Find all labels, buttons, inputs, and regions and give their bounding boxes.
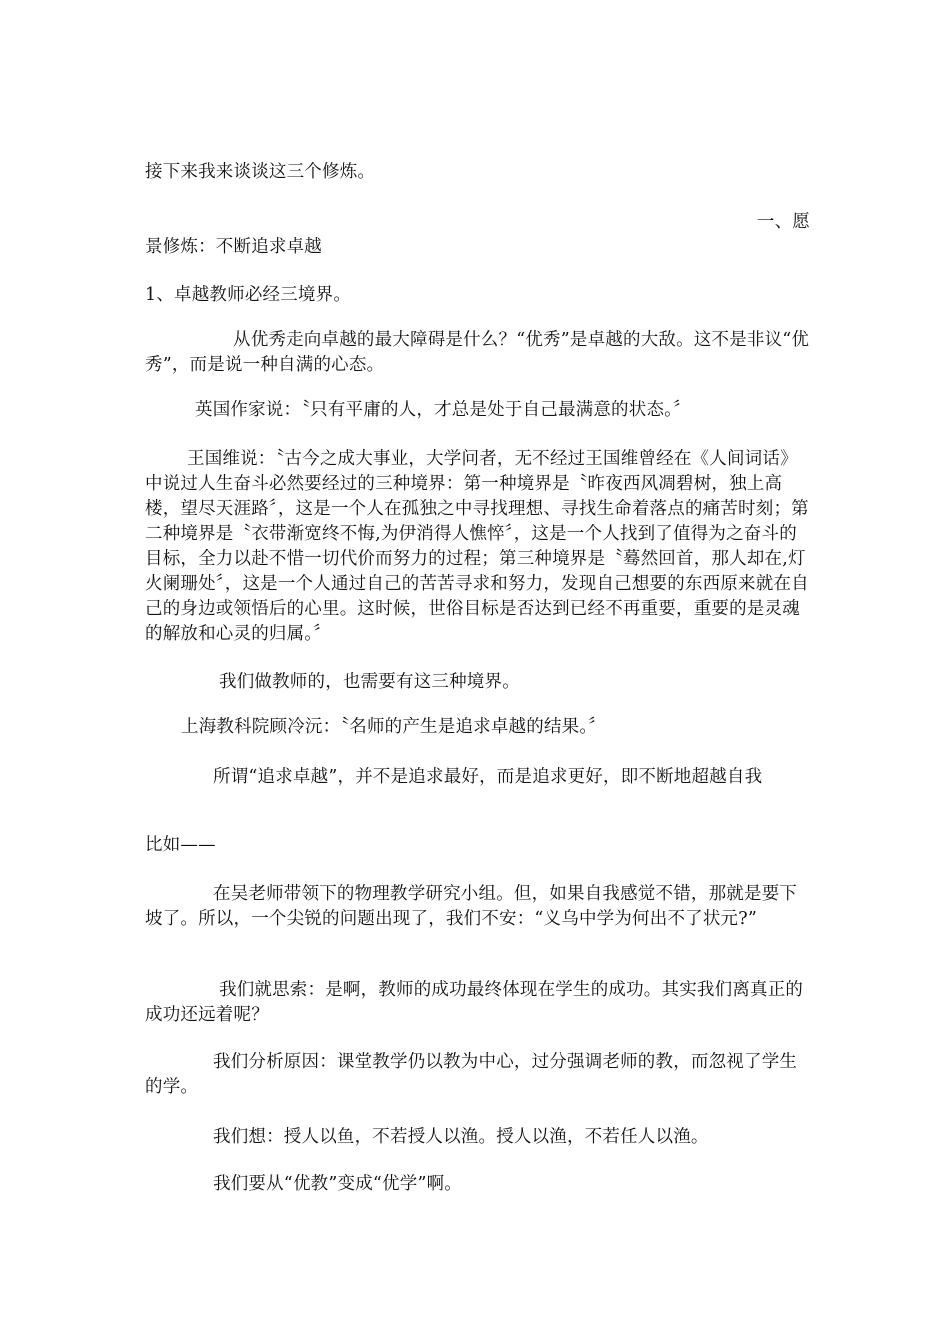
paragraph-teachers-realms: 我们做教师的，也需要有这三种境界。 [219,672,520,692]
section-heading-number: 一、愿 [756,212,810,232]
paragraph-physics-group: 在吴老师带领下的物理教学研究小组。但，如果自我感觉不错，那就是要下坡了。所以，一个尖锐的问题出现了，我们不安：“义乌中学为何出不了状元?” [145,884,798,929]
subheading-three-realms: 1、卓越教师必经三境界。 [145,285,352,305]
paragraph-english-writer-quote: 英国作家说：〝只有平庸的人，才总是处于自己最满意的状态。〞 [195,400,691,420]
paragraph-for-example: 比如—— [145,835,216,855]
paragraph-obstacle: 从优秀走向卓越的最大障碍是什么？“优秀”是卓越的大敌。这不是非议“优秀”，而是说一种自满的心态。 [145,330,810,375]
paragraph-teach-fishing: 我们想：授人以鱼，不若授人以渔。授人以渔，不若任人以渔。 [213,1127,709,1147]
paragraph-wang-guowei: 王国维说：〝古今之成大事业，大学问者，无不经过王国维曾经在《人间词话》中说过人生奋斗必然要经过的三种境界：第一种境界是〝昨夜西风凋碧树，独上高楼，望尽天涯路〞，这是一个人在孤独之中寻找理想、寻找生命着落点的痛苦时刻；第二种境界是〝衣带渐宽终不悔,为伊消得人憔悴〞，这是一个人找到了值得为之奋斗的目标，全力以赴不惜一切代价而努力的过程；第三种境界是〝蓦然回首，那人却在,灯火阑珊处〞，这是一个人通过自己的苦苦寻求和努力，发现自己想要的东西原来就在自己的身边或领悟后的心里。这时候，世俗目标是否达到已经不再重要，重要的是灵魂的解放和心灵的归属。〞 [145,449,809,644]
paragraph-gu-lingyuan-quote: 上海教科院顾冷沅：〝名师的产生是追求卓越的结果。〞 [181,717,606,737]
paragraph-analysis: 我们分析原因：课堂教学仍以教为中心，过分强调老师的教，而忽视了学生的学。 [145,1052,798,1097]
paragraph-intro: 接下来我来谈谈这三个修炼。 [145,162,376,182]
paragraph-conclusion: 我们要从“优教”变成“优学”啊。 [213,1174,462,1194]
section-heading-title: 景修炼：不断追求卓越 [145,237,322,257]
paragraph-reflection: 我们就思索：是啊，教师的成功最终体现在学生的成功。其实我们离真正的成功还远着呢？ [145,980,804,1025]
paragraph-pursuit-excellence: 所谓“追求卓越”，并不是追求最好，而是追求更好，即不断地超越自我 [213,767,763,787]
